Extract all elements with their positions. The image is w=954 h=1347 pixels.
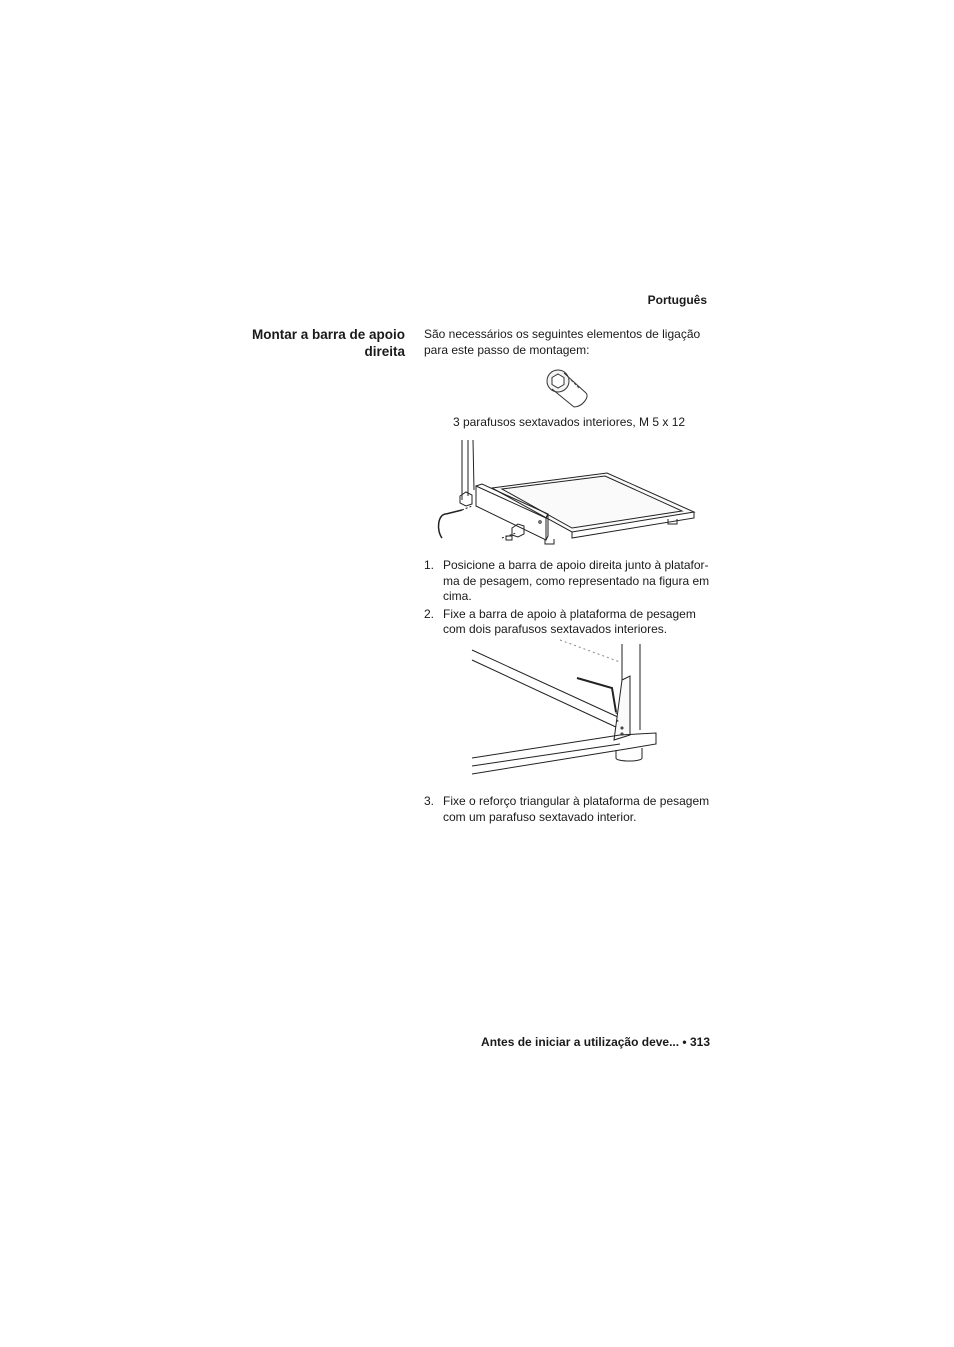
step-line: Fixe o reforço triangular à plataforma de pesagem [443,794,710,808]
section-title [200,326,405,360]
step-line: ma de pesagem, como representado na figura em [443,573,710,588]
platform-assembly-illustration [432,440,702,555]
steps-list-a [424,558,714,640]
section-title-line-2: direita [364,344,405,359]
section-title-line-1: Montar a barra de apoio [251,327,405,342]
steps-list-b [424,794,714,827]
step-line: Posicione a barra de apoio direita junto à platafor- [443,558,709,572]
intro-text [424,327,714,358]
intro-line-2: para este passo de montagem: [424,342,590,357]
step-line: com dois parafusos sextavados interiores. [443,622,668,636]
figure1-caption: 3 parafusos sextavados interiores, M 5 x 12 [452,415,686,429]
hex-screw-illustration [540,365,596,409]
page-footer: Antes de iniciar a utilização deve... • 313 [481,1035,710,1049]
list-item [424,794,714,825]
step-number: 3. [424,794,435,808]
language-label: Português [647,293,707,307]
triangular-reinforcement-illustration [470,640,665,780]
step-number: 1. [424,558,435,572]
list-item [424,558,714,605]
step-line: com um parafuso sextavado interior. [443,809,637,824]
step-line: Fixe a barra de apoio à plataforma de pesagem [443,606,696,621]
step-line: cima. [443,589,472,603]
list-item [424,607,714,638]
step-number: 2. [424,606,435,621]
intro-line-1: São necessários os seguintes elementos de ligação [424,327,701,341]
